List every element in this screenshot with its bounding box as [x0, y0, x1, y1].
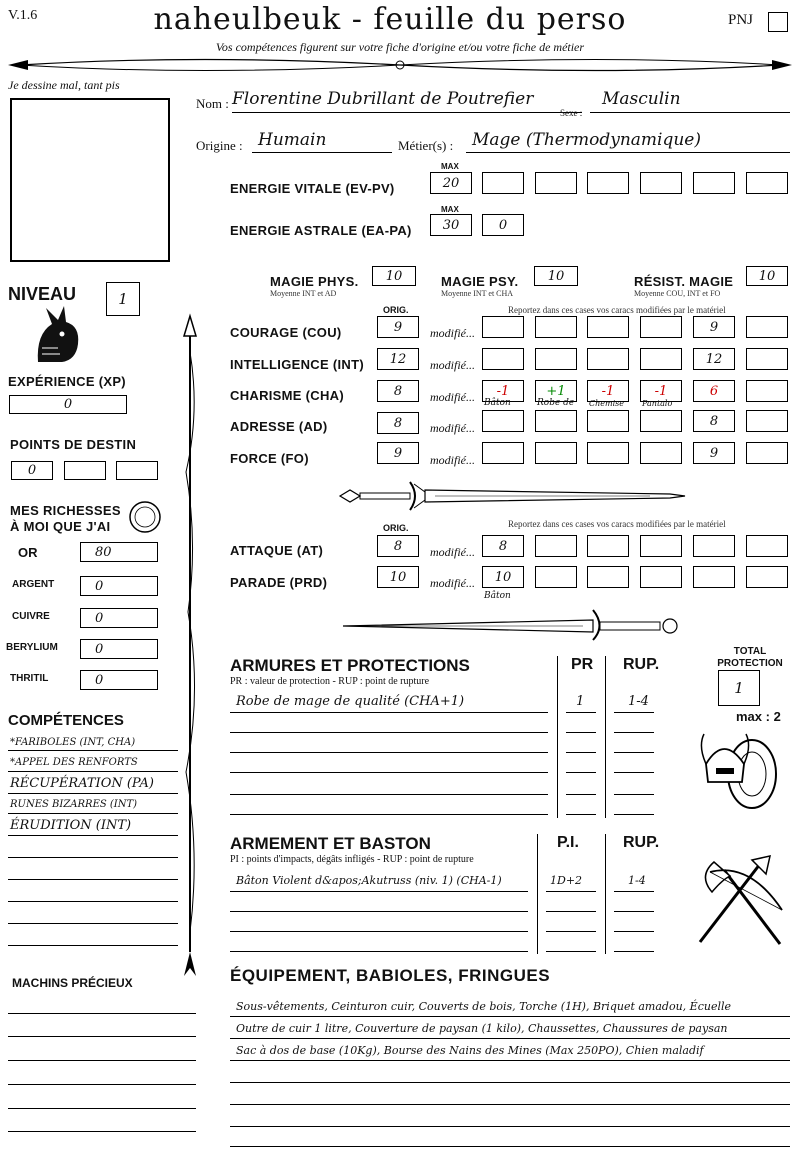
- stat-mod-box[interactable]: [482, 348, 524, 370]
- argent-label: ARGENT: [12, 579, 55, 590]
- combat-mod-box[interactable]: [640, 535, 682, 557]
- metier-label: Métier(s) :: [398, 138, 454, 153]
- report-note: Reportez dans ces cases vos caracs modifiées par le matériel: [508, 305, 726, 315]
- richesses-label: MES RICHESSES À MOI QUE J'AI: [10, 503, 121, 534]
- charisme-label: CHARISME (CHA): [230, 388, 344, 403]
- spear-icon: [178, 312, 202, 982]
- modifie-label: modifié...: [430, 326, 475, 340]
- combat-mod-box[interactable]: [746, 566, 788, 588]
- thritil-box[interactable]: 0: [80, 670, 158, 690]
- charisme-mod-caption: Pantalo: [642, 399, 673, 408]
- sexe-label: Sexe :: [560, 108, 583, 118]
- ev-box[interactable]: [587, 172, 629, 194]
- combat-report-note: Reportez dans ces cases vos caracs modifiées par le matériel: [508, 519, 726, 529]
- stat-mod-box[interactable]: [640, 316, 682, 338]
- charisme-orig-box[interactable]: 8: [377, 380, 419, 402]
- modifie-label: modifié...: [430, 576, 475, 590]
- charisme-mod-box[interactable]: -1: [640, 380, 682, 402]
- armement-subtitle: PI : points d'impacts, dégâts infligés - RUP : point de rupture: [230, 854, 474, 865]
- modifie-label: modifié...: [430, 453, 475, 467]
- stat-mod-box[interactable]: [587, 410, 629, 432]
- stat-mod-box[interactable]: [640, 410, 682, 432]
- courage-label: COURAGE (COU): [230, 325, 342, 340]
- ea-box[interactable]: 0: [482, 214, 524, 236]
- stat-mod-box[interactable]: [640, 442, 682, 464]
- competences-label: COMPÉTENCES: [8, 712, 124, 729]
- ev-box[interactable]: [482, 172, 524, 194]
- charisme-mod-caption: Chemise: [589, 399, 624, 408]
- orig-label: ORIG.: [383, 305, 409, 315]
- intelligence-orig-box[interactable]: 12: [377, 348, 419, 370]
- courage-orig-box[interactable]: 9: [377, 316, 419, 338]
- equipement-line[interactable]: Outre de cuir 1 litre, Couverture de paysan (1 kilo), Chaussettes, Chaussures de paysan: [236, 1022, 728, 1035]
- combat-mod-box[interactable]: [587, 566, 629, 588]
- armures-subtitle: PR : valeur de protection - RUP : point de rupture: [230, 676, 430, 687]
- combat-mod-box[interactable]: [535, 535, 577, 557]
- sword-icon: [330, 478, 690, 512]
- arme-rup[interactable]: 1-4: [628, 874, 646, 887]
- stat-mod-box[interactable]: [587, 316, 629, 338]
- niveau-label: NIVEAU: [8, 284, 77, 304]
- total-protection-box[interactable]: 1: [718, 670, 760, 706]
- ev-box[interactable]: [746, 172, 788, 194]
- berylium-label: BERYLIUM: [6, 642, 58, 653]
- magie-psy-label: MAGIE PSY.: [441, 274, 519, 289]
- competence-item[interactable]: RUNES BIZARRES (INT): [10, 799, 138, 810]
- sexe-value[interactable]: Masculin: [602, 89, 681, 109]
- courage-final-box[interactable]: 9: [693, 316, 735, 338]
- force-label: FORCE (FO): [230, 451, 309, 466]
- dragon-icon: [32, 304, 84, 366]
- combat-mod-box[interactable]: [746, 535, 788, 557]
- destin-box[interactable]: [116, 461, 158, 480]
- spear-divider-icon: [0, 54, 800, 76]
- resist-magie-label: RÉSIST. MAGIE: [634, 274, 734, 289]
- total-protection-label: TOTAL PROTECTION: [717, 646, 783, 669]
- armures-pr-label: PR: [571, 656, 594, 673]
- ea-max-label: MAX: [441, 205, 459, 214]
- combat-mod-box[interactable]: [587, 535, 629, 557]
- experience-label: EXPÉRIENCE (XP): [8, 374, 126, 389]
- stat-mod-box[interactable]: [746, 410, 788, 432]
- stat-mod-box[interactable]: [535, 316, 577, 338]
- pnj-label: PNJ: [728, 12, 754, 28]
- stat-mod-box[interactable]: [482, 316, 524, 338]
- armement-pi-label: P.I.: [557, 834, 579, 851]
- origine-value[interactable]: Humain: [258, 130, 327, 150]
- stat-mod-box[interactable]: [746, 316, 788, 338]
- stat-mod-box[interactable]: [535, 410, 577, 432]
- equipement-line[interactable]: Sous-vêtements, Ceinturon cuir, Couverts de bois, Torche (1H), Briquet amadou, Écuelle: [236, 1000, 731, 1013]
- magie-phys-box[interactable]: 10: [372, 266, 416, 286]
- armement-rup-label: RUP.: [623, 834, 660, 851]
- version-label: V.1.6: [8, 8, 38, 23]
- stat-mod-box[interactable]: [535, 442, 577, 464]
- magie-psy-sub: Moyenne INT et CHA: [441, 289, 514, 298]
- or-label: OR: [18, 545, 38, 560]
- adresse-orig-box[interactable]: 8: [377, 412, 419, 434]
- nom-label: Nom :: [196, 96, 229, 111]
- adresse-label: ADRESSE (AD): [230, 419, 328, 434]
- magie-psy-box[interactable]: 10: [534, 266, 578, 286]
- portrait-box[interactable]: [10, 98, 170, 262]
- charisme-mod-box[interactable]: +1: [535, 380, 577, 402]
- resist-magie-sub: Moyenne COU, INT et FO: [634, 289, 721, 298]
- adresse-final-box[interactable]: 8: [693, 410, 735, 432]
- cuivre-label: CUIVRE: [12, 611, 50, 622]
- argent-box[interactable]: 0: [80, 576, 158, 596]
- origine-label: Origine :: [196, 138, 243, 153]
- ea-label: ENERGIE ASTRALE (EA-PA): [230, 223, 412, 238]
- parade-mod-box[interactable]: 10: [482, 566, 524, 588]
- stat-mod-box[interactable]: [746, 380, 788, 402]
- charisme-mod-caption: Robe de: [537, 398, 575, 408]
- modifie-label: modifié...: [430, 390, 475, 404]
- armure-rup[interactable]: 1-4: [628, 694, 649, 709]
- combat-mod-box[interactable]: [535, 566, 577, 588]
- crossed-weapons-icon: [690, 852, 790, 952]
- page-subtitle: Vos compétences figurent sur votre fiche d'origine et/ou votre fiche de métier: [215, 40, 585, 54]
- cuivre-box[interactable]: 0: [80, 608, 158, 628]
- coin-icon: [128, 500, 162, 534]
- arme-name[interactable]: Bâton Violent d&apos;Akutruss (niv. 1) (CHA-1): [236, 874, 502, 887]
- destin-box[interactable]: 0: [11, 461, 53, 480]
- stat-mod-box[interactable]: [746, 442, 788, 464]
- competence-item[interactable]: ÉRUDITION (INT): [10, 818, 132, 833]
- charisme-final-box[interactable]: 6: [693, 380, 735, 402]
- ev-max-label: MAX: [441, 162, 459, 171]
- attaque-orig-box[interactable]: 8: [377, 535, 419, 557]
- charisme-mod-caption: Bâton: [484, 398, 511, 408]
- armure-name[interactable]: Robe de mage de qualité (CHA+1): [236, 694, 465, 709]
- armures-title: ARMURES ET PROTECTIONS: [230, 656, 470, 675]
- equipement-title: ÉQUIPEMENT, BABIOLES, FRINGUES: [230, 966, 551, 985]
- force-orig-box[interactable]: 9: [377, 442, 419, 464]
- armement-title: ARMEMENT ET BASTON: [230, 834, 431, 853]
- stat-mod-box[interactable]: [535, 348, 577, 370]
- ev-max-box[interactable]: 20: [430, 172, 472, 194]
- magie-phys-sub: Moyenne INT et AD: [270, 289, 337, 298]
- stat-mod-box[interactable]: [587, 442, 629, 464]
- ev-label: ENERGIE VITALE (EV-PV): [230, 181, 395, 196]
- stat-mod-box[interactable]: [587, 348, 629, 370]
- max-protection-label: max : 2: [736, 709, 781, 724]
- thritil-label: THRITIL: [10, 673, 49, 684]
- experience-box[interactable]: 0: [9, 395, 127, 414]
- attaque-mod-box[interactable]: 8: [482, 535, 524, 557]
- niveau-box[interactable]: 1: [106, 282, 140, 316]
- force-final-box[interactable]: 9: [693, 442, 735, 464]
- ea-max-box[interactable]: 30: [430, 214, 472, 236]
- ev-box[interactable]: [640, 172, 682, 194]
- combat-mod-box[interactable]: [693, 566, 735, 588]
- competence-item[interactable]: *FARIBOLES (INT, CHA): [10, 737, 136, 748]
- equipement-line[interactable]: Sac à dos de base (10Kg), Bourse des Nains des Mines (Max 250PO), Chien maladif: [236, 1044, 704, 1057]
- destin-label: POINTS DE DESTIN: [10, 437, 137, 452]
- competence-item[interactable]: *APPEL DES RENFORTS: [10, 757, 138, 768]
- stat-mod-box[interactable]: [482, 442, 524, 464]
- berylium-box[interactable]: 0: [80, 639, 158, 659]
- destin-box[interactable]: [64, 461, 106, 480]
- nom-value[interactable]: Florentine Dubrillant de Poutrefier: [232, 89, 534, 109]
- resist-magie-box[interactable]: 10: [746, 266, 788, 286]
- armure-pr[interactable]: 1: [576, 694, 585, 709]
- charisme-mod-box[interactable]: -1: [482, 380, 524, 402]
- sword-icon: [338, 606, 683, 642]
- modifie-label: modifié...: [430, 421, 475, 435]
- parade-mod-caption: Bâton: [484, 591, 511, 601]
- magie-phys-label: MAGIE PHYS.: [270, 274, 359, 289]
- helmet-shield-icon: [694, 724, 784, 812]
- modifie-label: modifié...: [430, 545, 475, 559]
- intelligence-final-box[interactable]: 12: [693, 348, 735, 370]
- stat-mod-box[interactable]: [746, 348, 788, 370]
- intelligence-label: INTELLIGENCE (INT): [230, 357, 364, 372]
- page-title: naheulbeuk - feuille du perso: [153, 2, 627, 37]
- competence-item[interactable]: RÉCUPÉRATION (PA): [10, 776, 154, 791]
- armures-rup-label: RUP.: [623, 656, 660, 673]
- combat-mod-box[interactable]: [693, 535, 735, 557]
- or-box[interactable]: 80: [80, 542, 158, 562]
- attaque-label: ATTAQUE (AT): [230, 543, 324, 558]
- arme-pi[interactable]: 1D+2: [550, 874, 583, 887]
- parade-label: PARADE (PRD): [230, 575, 328, 590]
- portrait-caption: Je dessine mal, tant pis: [8, 78, 120, 92]
- stat-mod-box[interactable]: [640, 348, 682, 370]
- pnj-checkbox[interactable]: [768, 12, 788, 32]
- ev-box[interactable]: [693, 172, 735, 194]
- combat-orig-label: ORIG.: [383, 523, 409, 533]
- ev-box[interactable]: [535, 172, 577, 194]
- combat-mod-box[interactable]: [640, 566, 682, 588]
- stat-mod-box[interactable]: [482, 410, 524, 432]
- machins-precieux-label: MACHINS PRÉCIEUX: [12, 976, 133, 990]
- modifie-label: modifié...: [430, 358, 475, 372]
- charisme-mod-box[interactable]: -1: [587, 380, 629, 402]
- metier-value[interactable]: Mage (Thermodynamique): [472, 130, 702, 150]
- parade-orig-box[interactable]: 10: [377, 566, 419, 588]
